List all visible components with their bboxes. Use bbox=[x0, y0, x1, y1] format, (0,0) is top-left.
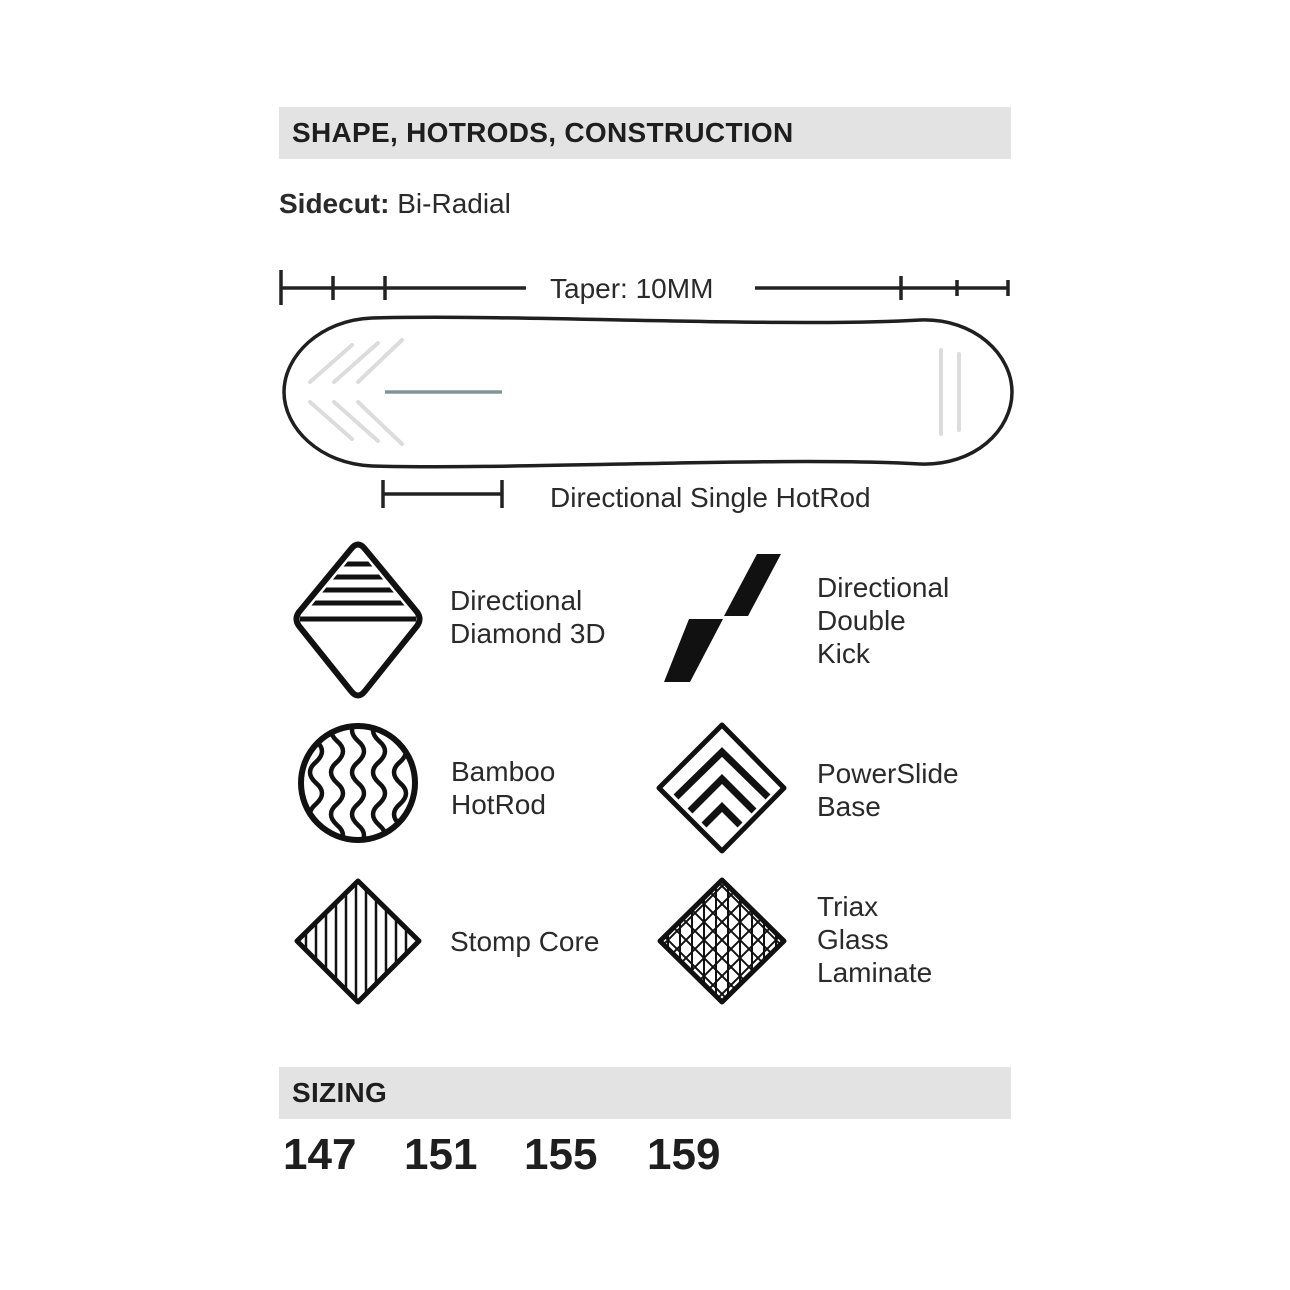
feature-label-stomp-core: Stomp Core bbox=[450, 926, 600, 957]
triax-glass-icon bbox=[652, 872, 792, 1012]
bamboo-hotrod-icon bbox=[293, 718, 423, 848]
section-title: SHAPE, HOTRODS, CONSTRUCTION bbox=[292, 117, 794, 148]
taper-label: Taper: 10MM bbox=[550, 273, 714, 304]
feature-label-bamboo-hotrod: Bamboo HotRod bbox=[451, 756, 556, 820]
sidecut-value: Bi-Radial bbox=[397, 188, 511, 219]
sidecut-row bbox=[279, 187, 511, 220]
size-value: 159 bbox=[647, 1130, 721, 1179]
size-value: 147 bbox=[283, 1130, 357, 1179]
diamond-3d-icon bbox=[288, 538, 428, 708]
feature-label-diamond-3d: Directional Diamond 3D bbox=[450, 585, 606, 649]
stomp-core-icon bbox=[288, 872, 428, 1012]
section-header-shape bbox=[279, 107, 1011, 159]
feature-label-double-kick: Directional Double Kick bbox=[817, 572, 950, 669]
hotrod-label: Directional Single HotRod bbox=[550, 482, 871, 513]
section-title: SIZING bbox=[292, 1077, 388, 1108]
size-value: 151 bbox=[404, 1130, 478, 1179]
powerslide-base-icon bbox=[652, 718, 792, 858]
feature-label-triax-glass: Triax Glass Laminate bbox=[817, 891, 933, 988]
section-header-sizing bbox=[279, 1067, 1011, 1119]
size-value: 155 bbox=[524, 1130, 598, 1179]
double-kick-icon bbox=[660, 548, 790, 688]
sidecut-label: Sidecut: bbox=[279, 188, 390, 219]
feature-label-powerslide-base: PowerSlide Base bbox=[817, 758, 959, 822]
